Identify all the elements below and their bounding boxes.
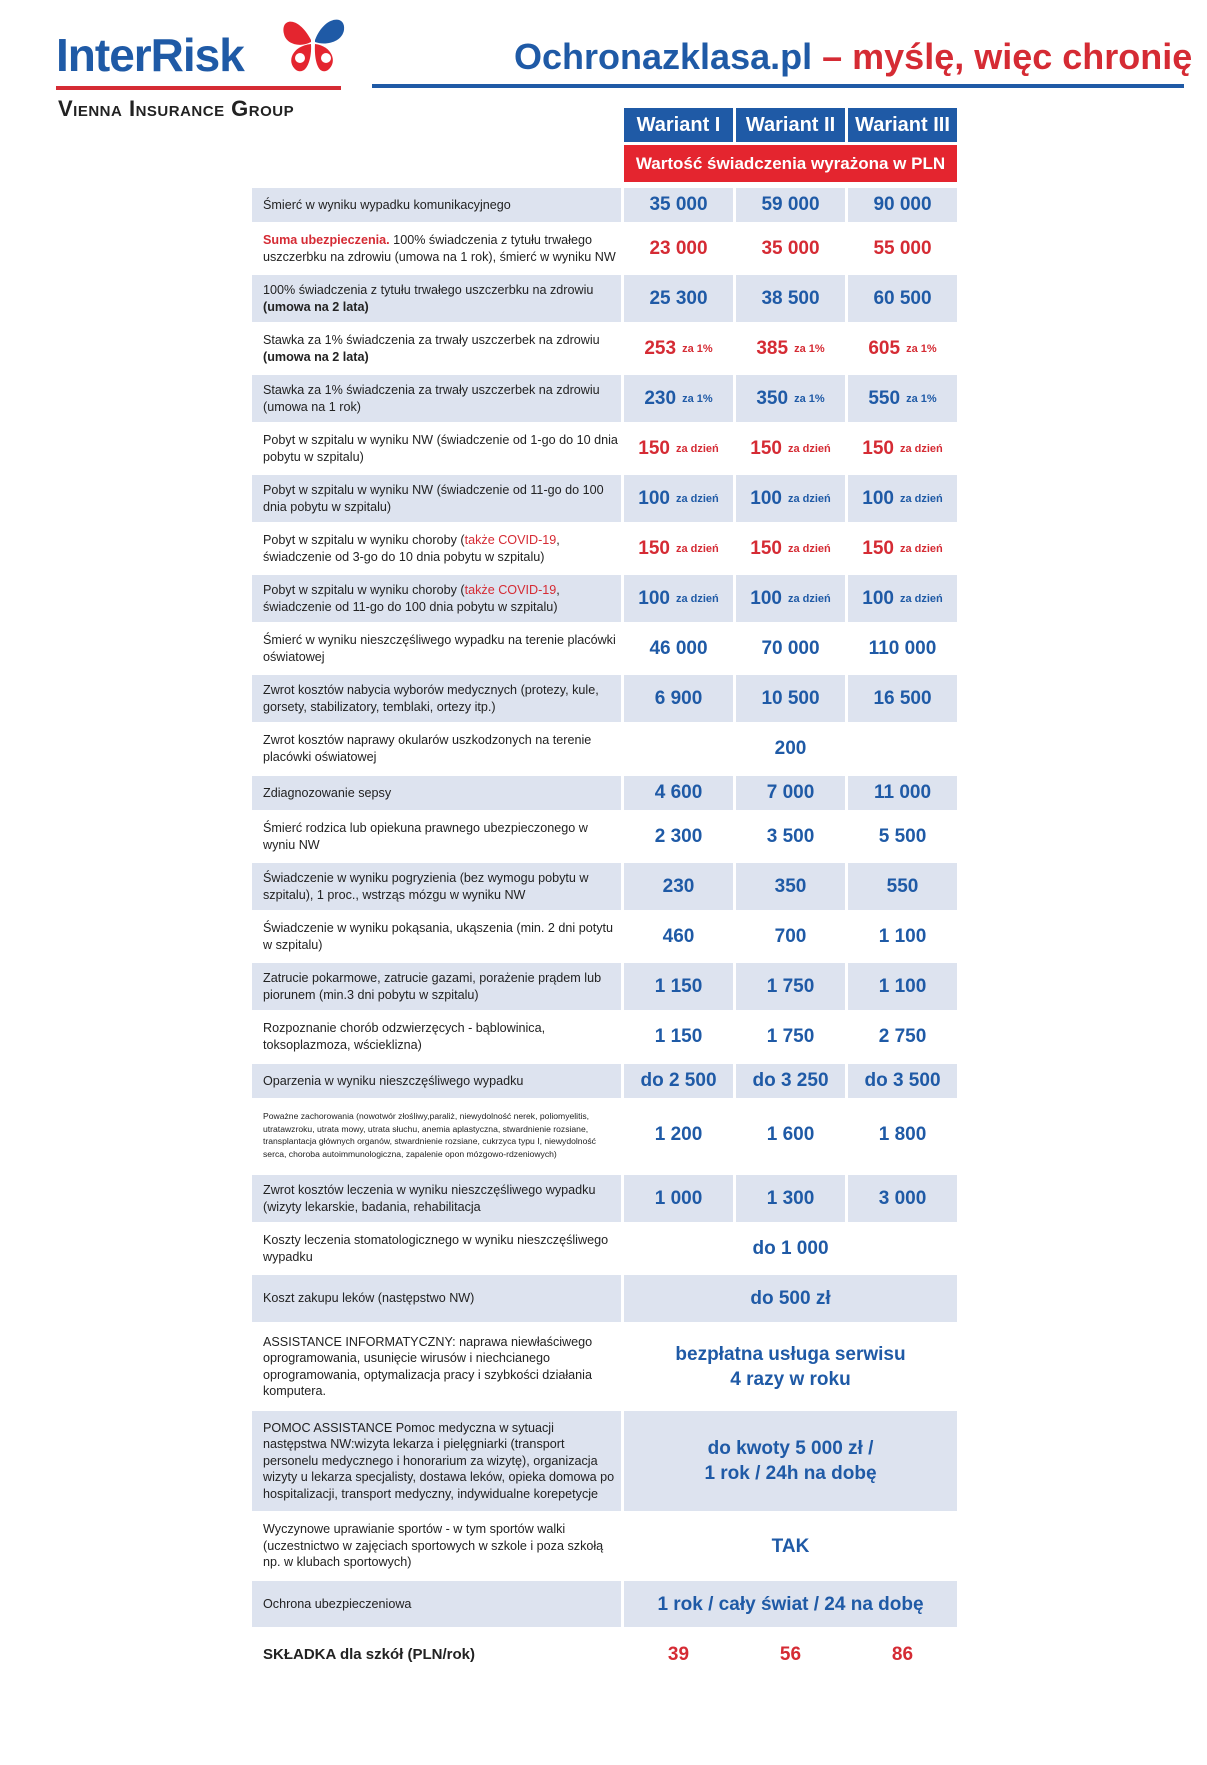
value-variant-2: 100 za dzień [736,475,845,522]
value-variant-3: 60 500 [848,275,957,322]
brand-subtitle: Vienna Insurance Group [58,96,295,121]
value-variant-2: 38 500 [736,275,845,322]
butterfly-logo-icon [278,10,348,76]
table-row [252,913,957,960]
value-variant-2: 1 300 [736,1175,845,1222]
row-label: Oparzenia w wyniku nieszczęśliwego wypadku [252,1064,621,1098]
value-variant-3: 100 za dzień [848,575,957,622]
value-all-variants: 200 [774,738,807,759]
value-variant-1: 1 150 [624,963,733,1010]
value-variant-1: 46 000 [649,637,708,659]
logo-divider [56,86,341,90]
motto: – myślę, więc chronię [822,36,1193,77]
table-row [252,275,957,322]
table-row [252,725,957,772]
value-variant-2: 70 000 [761,637,820,659]
row-label: Świadczenie w wyniku pogryzienia (bez wymogu pobytu w szpitalu), 1 proc., wstrząs mózgu w wyniku NW [252,863,621,910]
value-variant-3: 550 za 1% [848,375,957,422]
value-variant-2: 10 500 [736,675,845,722]
table-row [252,1225,957,1272]
value-currency-header: Wartość świadczenia wyrażona w PLN [624,145,957,182]
value-variant-2: 350 za 1% [736,375,845,422]
premium-variant-2: 56 [779,1644,802,1665]
table-row [252,1013,957,1060]
premium-row [252,1632,957,1678]
value-variant-1: 1 200 [654,1124,703,1145]
value-variant-3: 100 za dzień [848,475,957,522]
table-row [252,325,957,372]
row-label: Świadczenie w wyniku pokąsania, ukąszenia (min. 2 dni potytu w szpitalu) [263,921,614,952]
table-row [252,675,957,722]
table-row [252,1175,957,1222]
value-variant-3: 110 000 [868,637,937,659]
premium-label: SKŁADKA dla szkół (PLN/rok) [263,1645,475,1663]
table-row [252,375,957,422]
brand-logo [56,24,346,124]
value-variant-3: 55 000 [873,237,932,259]
value-variant-3: 150 za dzień [862,437,943,459]
value-variant-1: do 2 500 [624,1064,733,1098]
value-variant-2: 59 000 [736,188,845,222]
table-row [252,813,957,860]
value-variant-3: 605 za 1% [868,337,937,359]
column-header-variant-1: Wariant I [624,108,733,142]
premium-variant-3: 86 [891,1644,914,1665]
value-variant-3: 90 000 [848,188,957,222]
row-label: Pobyt w szpitalu w wyniku NW (świadczenie od 11-go do 100 dnia pobytu w szpitalu) [252,475,621,522]
value-all-variants: do 500 zł [624,1275,957,1322]
value-variant-1: 4 600 [624,776,733,810]
value-variant-2: 350 [736,863,845,910]
row-label: 100% świadczenia z tytułu trwałego uszczerbku na zdrowiu (umowa na 2 lata) [252,275,621,322]
table-row [252,625,957,672]
value-variant-3: 150 za dzień [862,537,943,559]
value-all-variants: TAK [771,1535,810,1557]
value-variant-1: 2 300 [654,825,703,847]
table-row [252,863,957,910]
value-variant-2: 1 750 [766,1025,815,1047]
table-row [252,575,957,622]
value-variant-1: 100 za dzień [624,475,733,522]
row-label: Koszty leczenia stomatologicznego w wyniku nieszczęśliwego wypadku [263,1233,609,1264]
tagline [514,36,1192,78]
brand-name: InterRisk [56,29,244,81]
column-header-variant-2: Wariant II [736,108,845,142]
table-row [252,1581,957,1627]
row-label: Zwrot kosztów naprawy okularów uszkodzonych na terenie placówki oświatowej [263,733,592,764]
table-row [252,525,957,572]
value-variant-1: 230 za 1% [624,375,733,422]
value-variant-1: 25 300 [624,275,733,322]
value-variant-3: 1 100 [878,925,927,947]
table-row [252,1064,957,1098]
row-label: Śmierć rodzica lub opiekuna prawnego ubezpieczonego w wyniu NW [263,821,588,852]
row-label: Suma ubezpieczenia. 100% świadczenia z tytułu trwałego uszczerbku na zdrowiu (umowa na 1 rok), śmierć w wyniku NW [263,233,616,264]
table-row [252,188,957,222]
value-variant-2: 700 [774,925,807,947]
value-variant-3: 11 000 [848,776,957,810]
value-variant-3: 1 800 [878,1124,927,1145]
value-all-variants: do 1 000 [752,1238,829,1259]
row-label: Zwrot kosztów nabycia wyborów medycznych (protezy, kule, gorsety, stabilizatory, temblaki, ortezy itp.) [252,675,621,722]
table-row [252,1101,957,1169]
value-variant-2: 1 600 [766,1124,815,1145]
premium-variant-1: 39 [667,1644,690,1665]
site-name: Ochronazklasa.pl [514,36,813,77]
value-variant-3: 5 500 [878,825,927,847]
value-variant-1: 35 000 [624,188,733,222]
table-row [252,1275,957,1322]
table-row [252,1411,957,1511]
table-row [252,425,957,472]
value-variant-1: 6 900 [624,675,733,722]
value-variant-1: 230 [624,863,733,910]
value-variant-1: 1 150 [654,1025,703,1047]
value-variant-2: 150 za dzień [750,537,831,559]
row-label: Śmierć w wyniku nieszczęśliwego wypadku na terenie placówki oświatowej [263,633,616,664]
row-label: Stawka za 1% świadczenia za trwały uszczerbek na zdrowiu (umowa na 2 lata) [263,333,600,364]
table-row [252,963,957,1010]
value-all-variants: do kwoty 5 000 zł / 1 rok / 24h na dobę [624,1411,957,1511]
table-row [252,776,957,810]
value-variant-2: 7 000 [736,776,845,810]
value-all-variants: 1 rok / cały świat / 24 na dobę [624,1581,957,1627]
row-label: ASSISTANCE INFORMATYCZNY: naprawa niewłaściwego oprogramowania, usunięcie wirusów i niechcianego oprogramowania, optymalizacja pracy i szybkości działania komputera. [263,1334,593,1398]
row-label: Pobyt w szpitalu w wyniku choroby (także COVID-19, świadczenie od 3-go do 10 dnia pobytu w szpitalu) [263,533,560,564]
column-header-variant-3: Wariant III [848,108,957,142]
value-variant-2: 385 za 1% [756,337,825,359]
row-label: Pobyt w szpitalu w wyniku NW (świadczenie od 1-go do 10 dnia pobytu w szpitalu) [263,433,618,464]
value-variant-2: 150 za dzień [750,437,831,459]
value-variant-1: 150 za dzień [638,537,719,559]
value-variant-3: do 3 500 [848,1064,957,1098]
value-variant-3: 550 [848,863,957,910]
row-label: POMOC ASSISTANCE Pomoc medyczna w sytuacji następstwa NW:wizyta lekarza i pielęgniarki (transport personelu medycznego i honorarium za wizytę), organizacja wizyty u lekarza specjalisty, dostawa leków, opieka domowa po hospitalizacji, transport medyczny, indywidualne korepetycje [252,1411,621,1511]
value-variant-1: 150 za dzień [638,437,719,459]
row-label: Pobyt w szpitalu w wyniku choroby (także COVID-19, świadczenie od 11-go do 100 dnia pobytu w szpitalu) [252,575,621,622]
table-row [252,1514,957,1578]
row-label: Rozpoznanie chorób odzwierzęcych - bąblowinica, toksoplazmoza, wścieklizna) [263,1021,546,1052]
row-label: Zdiagnozowanie sepsy [252,776,621,810]
row-label: Poważne zachorowania (nowotwór złośliwy,paraliż, niewydolność nerek, poliomyelitis, utratawzroku, utrata mowy, utrata słuchu, anemia aplastyczna, stwardnienie rozsiane, transplantacja głównych organów, stwardnienie rozsiane, cukrzyca typu I, niewydolność serca, choroba autoimmunologiczna, zapalenie opon mózgowo-rdzeniowych) [263,1111,596,1159]
value-variant-3: 1 100 [848,963,957,1010]
value-all-variants: bezpłatna usługa serwisu 4 razy w roku [675,1343,906,1390]
value-variant-3: 3 000 [848,1175,957,1222]
value-variant-2: 1 750 [736,963,845,1010]
value-variant-2: do 3 250 [736,1064,845,1098]
header-rule [372,84,1184,88]
row-label: Zwrot kosztów leczenia w wyniku nieszczęśliwego wypadku (wizyty lekarskie, badania, rehabilitacja [252,1175,621,1222]
value-variant-2: 35 000 [761,237,820,259]
value-variant-3: 2 750 [878,1025,927,1047]
value-variant-1: 100 za dzień [624,575,733,622]
row-label: Ochrona ubezpieczeniowa [252,1581,621,1627]
value-variant-1: 23 000 [649,237,708,259]
value-variant-1: 460 [662,925,695,947]
row-label: Wyczynowe uprawianie sportów - w tym sportów walki (uczestnictwo w zajęciach sportowych w szkole i poza szkołą np. w klubach sportowych) [263,1522,604,1570]
table-row [252,225,957,272]
row-label: Stawka za 1% świadczenia za trwały uszczerbek na zdrowiu (umowa na 1 rok) [252,375,621,422]
table-row [252,475,957,522]
table-row [252,1325,957,1408]
value-variant-1: 253 za 1% [644,337,713,359]
value-variant-1: 1 000 [624,1175,733,1222]
value-variant-2: 100 za dzień [736,575,845,622]
value-variant-2: 3 500 [766,825,815,847]
value-variant-3: 16 500 [848,675,957,722]
row-label: Koszt zakupu leków (następstwo NW) [252,1275,621,1322]
row-label: Śmierć w wyniku wypadku komunikacyjnego [252,188,621,222]
row-label: Zatrucie pokarmowe, zatrucie gazami, porażenie prądem lub piorunem (min.3 dni pobytu w szpitalu) [252,963,621,1010]
